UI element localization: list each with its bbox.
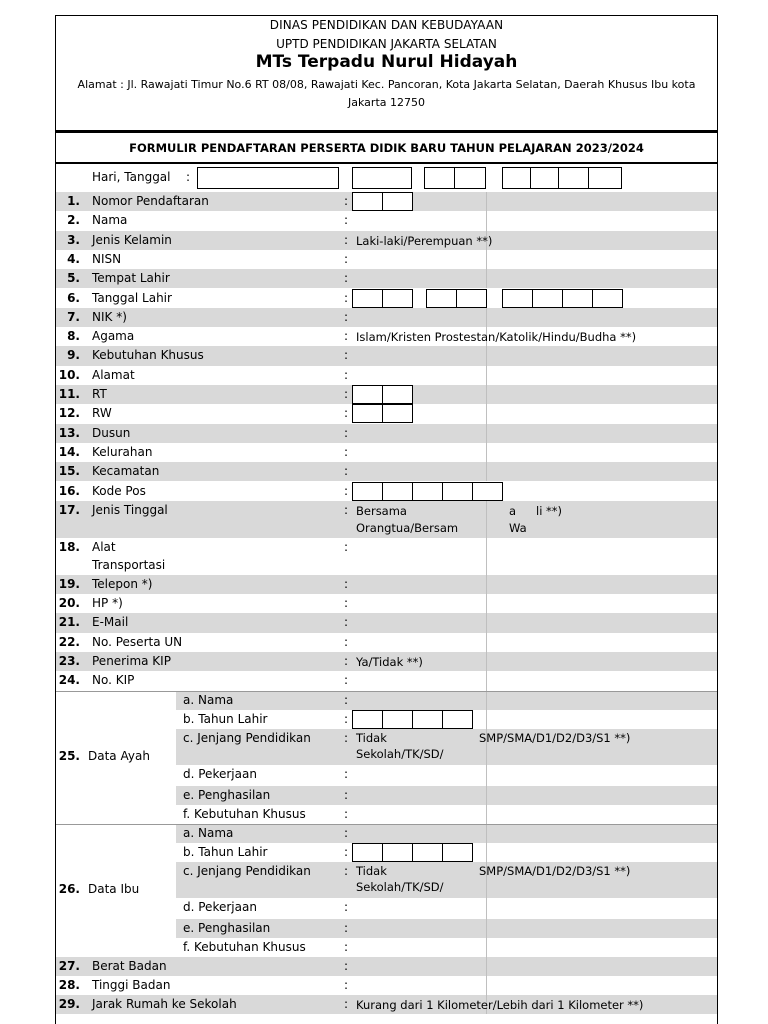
ibu-item-label: b. Tahun Lahir: [183, 844, 268, 859]
jenjang-option: Tidak: [356, 863, 387, 878]
column-separator: [486, 765, 487, 786]
field-value-frag: Wa: [509, 520, 527, 535]
title-rule: [56, 162, 717, 164]
field-colon: :: [344, 194, 349, 208]
ayah-group-caption: [56, 749, 150, 763]
form-row-18: [56, 538, 717, 575]
row-number: 16.: [58, 483, 80, 498]
ibu-year-box-3[interactable]: [412, 843, 443, 862]
column-separator: [486, 633, 487, 652]
ibu-item-label: c. Jenjang Pendidikan: [183, 863, 311, 878]
row-number: 26.: [58, 882, 80, 897]
column-separator: [486, 501, 487, 538]
form-row-8: [56, 327, 717, 346]
column-separator: [486, 691, 487, 710]
ibu-row-5: [176, 919, 717, 938]
field-label: Nama: [92, 213, 128, 228]
row-number: 18.: [58, 539, 80, 554]
field-colon: :: [344, 213, 349, 228]
form-row-22: [56, 633, 717, 652]
field-label: Telepon *): [92, 576, 153, 591]
form-row-21: [56, 613, 717, 632]
column-separator: [486, 250, 487, 269]
row-number: 24.: [58, 673, 80, 688]
column-separator: [486, 976, 487, 995]
ayah-item-label: f. Kebutuhan Khusus: [183, 806, 306, 821]
group-label: Data Ibu: [88, 882, 140, 897]
field-label: Berat Badan: [92, 958, 167, 973]
field-label: Penerima KIP: [92, 654, 171, 668]
column-separator: [486, 898, 487, 919]
field-colon: :: [344, 387, 349, 401]
date-year-input-2[interactable]: [530, 167, 560, 189]
field-value: Kurang dari 1 Kilometer/Lebih dari 1 Kilometer **): [356, 998, 644, 1013]
field-label: E-Mail: [92, 615, 129, 630]
ayah-group-label: [56, 691, 176, 824]
jenjang-option: SMP/SMA/D1/D2/D3/S1 **): [479, 863, 631, 878]
field-colon: :: [344, 290, 349, 305]
ayah-item: [176, 710, 717, 729]
field-box-0-1[interactable]: [352, 289, 383, 308]
column-separator: [486, 385, 487, 404]
field-label: NISN: [92, 251, 122, 266]
row-number: 20.: [58, 596, 80, 611]
date-label: Hari, Tanggal: [92, 170, 171, 184]
ayah-year-box-2[interactable]: [382, 710, 413, 729]
jenjang-option: Sekolah/TK/SD/: [356, 879, 444, 894]
row-number: 12.: [58, 406, 80, 421]
form-row-24: [56, 671, 717, 690]
form-row-6: [56, 289, 717, 308]
field-box-0-1[interactable]: [352, 482, 383, 501]
form-row-2: [56, 211, 717, 230]
field-box-1-2[interactable]: [456, 289, 487, 308]
field-colon: :: [344, 730, 349, 745]
field-label: Alat: [92, 539, 116, 554]
field-colon: :: [344, 348, 349, 363]
ayah-row-6: [176, 805, 717, 824]
field-colon: :: [344, 576, 349, 591]
date-day-input[interactable]: [352, 167, 412, 189]
column-separator: [486, 786, 487, 805]
jenjang-option: SMP/SMA/D1/D2/D3/S1 **): [479, 730, 631, 745]
date-month-input-1[interactable]: [424, 167, 456, 189]
date-row: [56, 166, 717, 190]
letterhead: [56, 16, 717, 131]
field-colon: :: [344, 787, 349, 802]
column-separator: [486, 957, 487, 976]
form-row-11: [56, 385, 717, 404]
ibu-group-caption: [56, 882, 139, 896]
form-row-20: [56, 594, 717, 613]
ayah-year-box-1[interactable]: [352, 710, 383, 729]
column-separator: [486, 710, 487, 729]
column-separator: [486, 613, 487, 632]
ayah-item: [176, 691, 717, 710]
field-colon: :: [344, 997, 349, 1012]
field-box-2-4[interactable]: [592, 289, 623, 308]
column-separator: [486, 404, 487, 423]
field-colon: :: [344, 692, 349, 707]
field-box-0-2[interactable]: [382, 385, 413, 404]
field-value: Islam/Kristen Prostestan/Katolik/Hindu/Budha **): [356, 330, 637, 345]
school-name: MTs Terpadu Nurul Hidayah: [255, 52, 518, 72]
ibu-item-label: d. Pekerjaan: [183, 899, 257, 914]
unit-name: UPTD PENDIDIKAN JAKARTA SELATAN: [276, 37, 497, 51]
field-label: Jenis Tinggal: [92, 502, 168, 517]
field-colon: :: [344, 844, 349, 859]
column-separator: [486, 346, 487, 365]
ibu-item: [176, 824, 717, 843]
ibu-row-6: [176, 938, 717, 957]
form-row-3: [56, 231, 717, 250]
field-label: Dusun: [92, 425, 131, 440]
field-colon: :: [344, 920, 349, 935]
field-label: Kelurahan: [92, 444, 153, 459]
column-separator: [486, 538, 487, 575]
form-row-17: [56, 501, 717, 538]
day-input[interactable]: [197, 167, 339, 189]
row-number: 17.: [58, 502, 80, 517]
row-number: 7.: [67, 309, 80, 324]
date-year-input-4[interactable]: [588, 167, 622, 189]
field-value-frag: li **): [536, 503, 563, 518]
form-row-12: [56, 404, 717, 423]
form-row-16: [56, 482, 717, 501]
ibu-year-box-1[interactable]: [352, 843, 383, 862]
ayah-item-label: d. Pekerjaan: [183, 766, 257, 781]
ayah-item-label: b. Tahun Lahir: [183, 711, 268, 726]
ayah-row-1: [176, 691, 717, 710]
ayah-item: [176, 805, 717, 824]
ibu-year-box-4[interactable]: [442, 843, 473, 862]
row-number: 27.: [58, 958, 80, 973]
form-row-10: [56, 366, 717, 385]
field-box-0-1[interactable]: [352, 192, 383, 211]
column-separator: [486, 938, 487, 957]
column-separator: [486, 843, 487, 862]
ayah-item: [176, 765, 717, 786]
field-label: Jarak Rumah ke Sekolah: [92, 997, 237, 1012]
row-number: 1.: [67, 194, 80, 208]
form-row-13: [56, 424, 717, 443]
ibu-year-box-2[interactable]: [382, 843, 413, 862]
ibu-item: [176, 862, 717, 898]
ibu-item: [176, 843, 717, 862]
field-colon: :: [344, 958, 349, 973]
form-row-15: [56, 462, 717, 481]
field-colon: :: [344, 673, 349, 688]
form-row-14: [56, 443, 717, 462]
ibu-row-1: [176, 824, 717, 843]
row-number: 21.: [58, 615, 80, 630]
form-row-29: [56, 995, 717, 1014]
field-label: NIK *): [92, 309, 127, 324]
agency-name: DINAS PENDIDIKAN DAN KEBUDAYAAN: [269, 18, 504, 32]
field-box-1-1[interactable]: [426, 289, 457, 308]
row-number: 11.: [58, 387, 80, 401]
ayah-row-3: [176, 729, 717, 765]
row-number: 5.: [67, 271, 80, 286]
column-separator: [486, 308, 487, 327]
form-row-4: [56, 250, 717, 269]
column-separator: [486, 366, 487, 385]
field-value-frag: a: [509, 503, 517, 518]
ayah-item-label: a. Nama: [183, 692, 234, 707]
ibu-row-3: [176, 862, 717, 898]
jenjang-option: Tidak: [356, 730, 387, 745]
field-colon: :: [344, 271, 349, 286]
field-colon: :: [344, 766, 349, 781]
field-label: Jenis Kelamin: [92, 232, 172, 247]
field-box-0-2[interactable]: [382, 404, 413, 423]
ayah-item-label: e. Penghasilan: [183, 787, 271, 802]
field-colon: :: [344, 502, 349, 517]
field-label: Alamat: [92, 367, 135, 382]
field-box-2-1[interactable]: [502, 289, 533, 308]
form-row-9: [56, 346, 717, 365]
row-number: 2.: [67, 213, 80, 228]
header-rule: [56, 130, 717, 133]
column-separator: [486, 805, 487, 824]
field-colon: :: [344, 806, 349, 821]
field-colon: :: [344, 615, 349, 630]
column-separator: [486, 192, 487, 211]
ayah-year-box-3[interactable]: [412, 710, 443, 729]
ayah-row-5: [176, 786, 717, 805]
field-value: Laki-laki/Perempuan **): [356, 233, 493, 248]
field-box-0-4[interactable]: [442, 482, 473, 501]
field-colon: :: [344, 483, 349, 498]
column-separator: [486, 919, 487, 938]
row-number: 13.: [58, 425, 80, 440]
row-number: 4.: [67, 251, 80, 266]
group-label: Data Ayah: [88, 749, 150, 764]
row-number: 28.: [58, 977, 80, 992]
ibu-group-label: [56, 824, 176, 957]
field-colon: :: [344, 863, 349, 878]
field-label: Kecamatan: [92, 464, 160, 479]
field-label: Tinggi Badan: [92, 977, 171, 992]
field-box-0-3[interactable]: [412, 482, 443, 501]
column-separator: [486, 575, 487, 594]
column-separator: [486, 269, 487, 288]
row-number: 14.: [58, 444, 80, 459]
field-box-2-2[interactable]: [532, 289, 563, 308]
registration-form-sheet: [55, 15, 718, 1024]
field-label: Tanggal Lahir: [92, 290, 172, 305]
date-year-input-1[interactable]: [502, 167, 532, 189]
field-box-0-1[interactable]: [352, 404, 383, 423]
row-number: 8.: [67, 329, 80, 344]
ayah-item: [176, 786, 717, 805]
field-colon: :: [344, 425, 349, 440]
field-box-0-5[interactable]: [472, 482, 503, 501]
ibu-item: [176, 919, 717, 938]
ibu-item: [176, 938, 717, 957]
field-colon: :: [344, 539, 349, 554]
ibu-item-label: a. Nama: [183, 825, 234, 840]
column-separator: [486, 424, 487, 443]
date-year-input-3[interactable]: [558, 167, 590, 189]
ayah-item-label: c. Jenjang Pendidikan: [183, 730, 311, 745]
ibu-item-label: e. Penghasilan: [183, 920, 271, 935]
row-number: 25.: [58, 749, 80, 764]
field-colon: :: [344, 367, 349, 382]
form-row-27: [56, 957, 717, 976]
column-separator: [486, 594, 487, 613]
group-divider: [56, 824, 717, 825]
ibu-row-4: [176, 898, 717, 919]
row-number: 9.: [67, 348, 80, 363]
field-box-0-2[interactable]: [382, 192, 413, 211]
field-label: Nomor Pendaftaran: [92, 194, 209, 208]
field-value: Ya/Tidak **): [356, 655, 423, 669]
row-number: 29.: [58, 997, 80, 1012]
column-separator: [486, 443, 487, 462]
ibu-row-2: [176, 843, 717, 862]
form-row-1: [56, 192, 717, 211]
field-label: Agama: [92, 329, 135, 344]
row-number: 10.: [58, 367, 80, 382]
column-separator: [486, 462, 487, 481]
field-label: Kode Pos: [92, 483, 146, 498]
field-colon: :: [344, 444, 349, 459]
field-label: Kebutuhan Khusus: [92, 348, 204, 363]
field-colon: :: [344, 899, 349, 914]
ayah-row-2: [176, 710, 717, 729]
form-row-7: [56, 308, 717, 327]
row-number: 3.: [67, 232, 80, 247]
jenjang-option: Sekolah/TK/SD/: [356, 746, 444, 761]
field-label: RT: [92, 387, 107, 401]
field-colon: :: [344, 711, 349, 726]
field-value-line2: Orangtua/Bersam: [356, 520, 459, 535]
ayah-row-4: [176, 765, 717, 786]
date-colon: :: [186, 170, 191, 184]
ayah-year-box-4[interactable]: [442, 710, 473, 729]
field-colon: :: [344, 634, 349, 649]
field-label-line2: Transportasi: [92, 557, 166, 572]
date-month-input-2[interactable]: [454, 167, 486, 189]
column-separator: [486, 652, 487, 671]
field-colon: :: [344, 309, 349, 324]
ibu-item-label: f. Kebutuhan Khusus: [183, 939, 306, 954]
field-colon: :: [344, 406, 349, 421]
field-label: HP *): [92, 596, 123, 611]
ibu-item: [176, 898, 717, 919]
field-colon: :: [344, 825, 349, 840]
form-row-19: [56, 575, 717, 594]
field-colon: :: [344, 232, 349, 247]
row-number: 22.: [58, 634, 80, 649]
form-row-5: [56, 269, 717, 288]
form-row-28: [56, 976, 717, 995]
field-box-2-3[interactable]: [562, 289, 593, 308]
field-value: Bersama: [356, 503, 407, 518]
column-separator: [486, 211, 487, 230]
field-colon: :: [344, 654, 349, 668]
field-colon: :: [344, 329, 349, 344]
column-separator: [486, 671, 487, 690]
row-number: 23.: [58, 654, 80, 668]
field-colon: :: [344, 977, 349, 992]
field-colon: :: [344, 251, 349, 266]
field-colon: :: [344, 596, 349, 611]
ayah-item: [176, 729, 717, 765]
field-box-0-2[interactable]: [382, 289, 413, 308]
form-title: FORMULIR PENDAFTARAN PERSERTA DIDIK BARU TAHUN PELAJARAN 2023/2024: [129, 141, 644, 155]
field-label: Tempat Lahir: [92, 271, 170, 286]
column-separator: [486, 824, 487, 843]
row-number: 6.: [67, 290, 80, 305]
group-divider: [56, 691, 717, 692]
field-label: No. KIP: [92, 673, 135, 688]
field-label: No. Peserta UN: [92, 634, 183, 649]
field-box-0-1[interactable]: [352, 385, 383, 404]
form-row-23: [56, 652, 717, 671]
row-number: 19.: [58, 576, 80, 591]
field-box-0-2[interactable]: [382, 482, 413, 501]
field-colon: :: [344, 939, 349, 954]
field-colon: :: [344, 464, 349, 479]
school-address: Alamat : Jl. Rawajati Timur No.6 RT 08/08, Rawajati Kec. Pancoran, Kota Jakarta Selatan, Daerah Khusus Ibu kota Jakarta 12750: [77, 78, 696, 109]
row-number: 15.: [58, 464, 80, 479]
field-label: RW: [92, 406, 112, 421]
